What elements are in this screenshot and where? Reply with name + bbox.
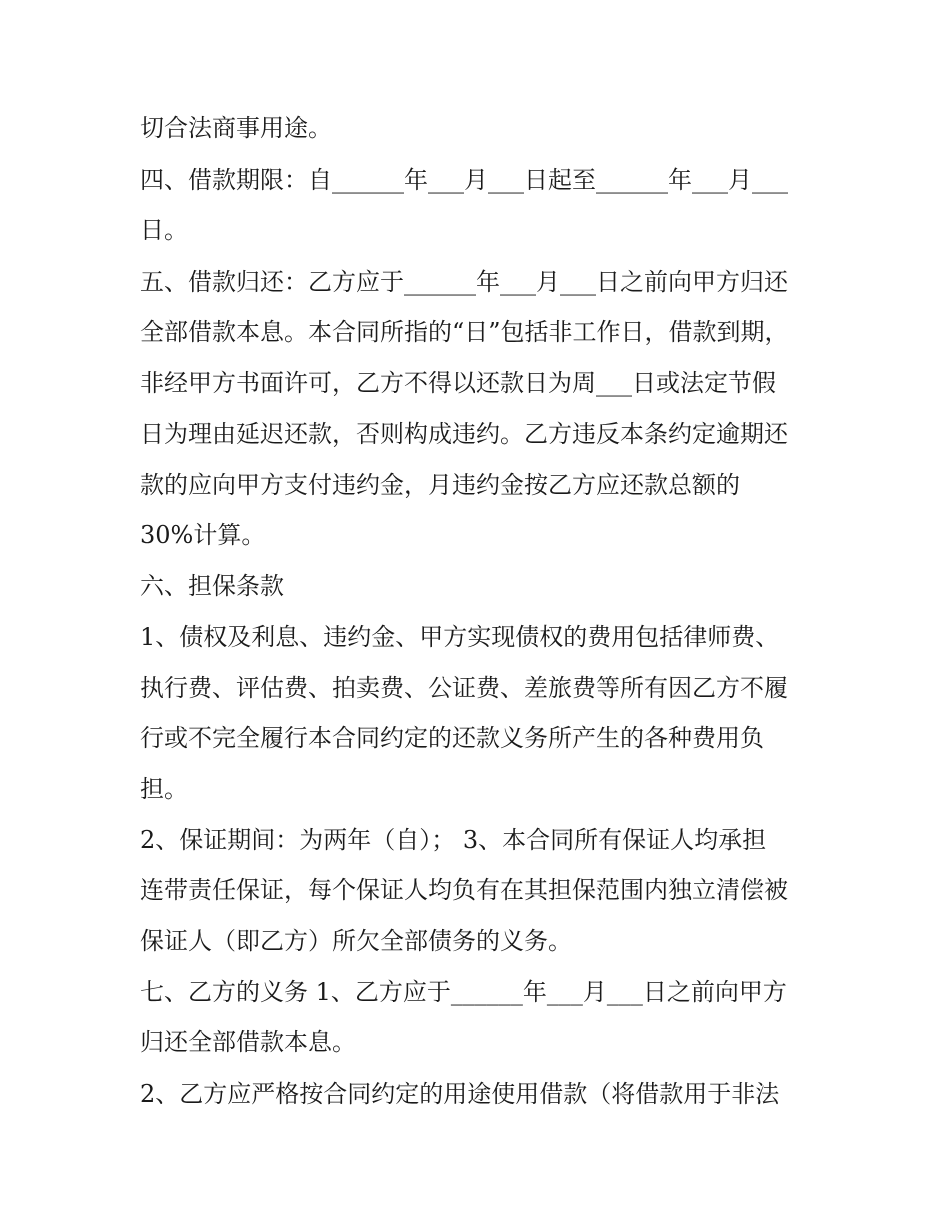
text-line: 款的应向甲方支付违约金，月违约金按乙方应还款总额的: [140, 471, 740, 499]
text-line: 保证人（即乙方）所欠全部债务的义务。: [140, 927, 572, 955]
text-line: 日为理由延迟还款，否则构成违约。乙方违反本条约定逾期还: [140, 420, 788, 448]
text-line: 全部借款本息。本合同所指的“日”包括非工作日，借款到期，: [140, 318, 789, 346]
text-line: 2、保证期间：为两年（自）； 3、本合同所有保证人均承担: [140, 826, 767, 854]
text-line: 非经甲方书面许可，乙方不得以还款日为周___日或法定节假: [140, 369, 776, 397]
text-line: 七、乙方的义务 1、乙方应于______年___月___日之前向甲方: [140, 978, 787, 1006]
text-line: 行或不完全履行本合同约定的还款义务所产生的各种费用负: [140, 724, 764, 752]
text-line: 五、借款归还：乙方应于______年___月___日之前向甲方归还: [140, 268, 788, 296]
text-line: 2、乙方应严格按合同约定的用途使用借款（将借款用于非法: [140, 1080, 780, 1108]
text-line: 30%计算。: [140, 521, 266, 549]
text-line: 日。: [140, 216, 188, 244]
text-line: 连带责任保证，每个保证人均负有在其担保范围内独立清偿被: [140, 876, 788, 904]
text-line: 切合法商事用途。: [140, 114, 332, 142]
text-line: 1、债权及利息、违约金、甲方实现债权的费用包括律师费、: [140, 623, 780, 651]
text-line: 四、借款期限：自______年___月___日起至______年___月___: [140, 166, 788, 194]
text-line: 执行费、评估费、拍卖费、公证费、差旅费等所有因乙方不履: [140, 674, 788, 702]
text-line: 担。: [140, 775, 188, 803]
section-heading: 六、担保条款: [140, 572, 284, 600]
text-line: 归还全部借款本息。: [140, 1028, 356, 1056]
